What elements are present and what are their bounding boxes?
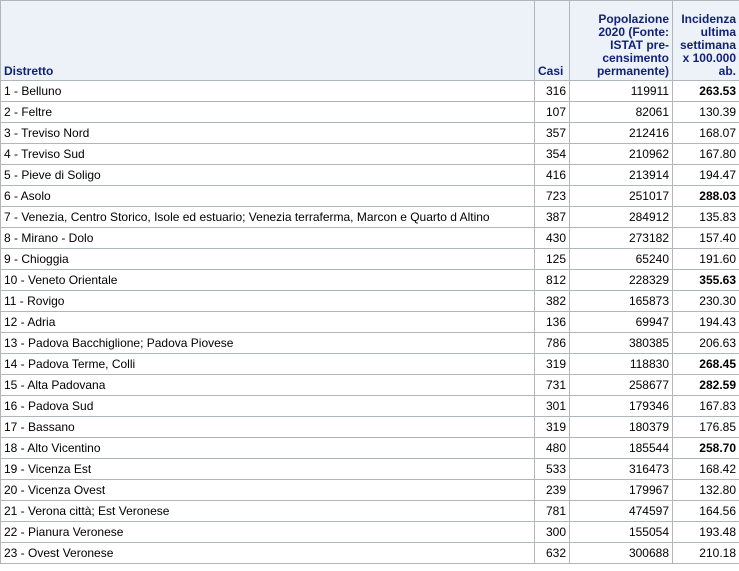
- cell-distretto: 22 - Pianura Veronese: [1, 522, 535, 543]
- cell-casi: 382: [535, 291, 570, 312]
- cell-incidenza: 176.85: [673, 417, 739, 438]
- cell-incidenza: 355.63: [673, 270, 739, 291]
- cell-distretto: 6 - Asolo: [1, 186, 535, 207]
- cell-casi: 136: [535, 312, 570, 333]
- cell-casi: 632: [535, 543, 570, 564]
- cell-casi: 316: [535, 81, 570, 102]
- cell-popolazione: 118830: [570, 354, 673, 375]
- cell-casi: 731: [535, 375, 570, 396]
- table-row: [1, 102, 739, 123]
- cell-incidenza: 167.80: [673, 144, 739, 165]
- cell-distretto: 2 - Feltre: [1, 102, 535, 123]
- cell-incidenza: 193.48: [673, 522, 739, 543]
- cell-distretto: 19 - Vicenza Est: [1, 459, 535, 480]
- cell-incidenza: 164.56: [673, 501, 739, 522]
- table-row: [1, 144, 739, 165]
- table-row: [1, 165, 739, 186]
- cell-casi: 125: [535, 249, 570, 270]
- cell-distretto: 5 - Pieve di Soligo: [1, 165, 535, 186]
- table-row: [1, 480, 739, 501]
- cell-incidenza: 282.59: [673, 375, 739, 396]
- cell-casi: 300: [535, 522, 570, 543]
- table-header-row: [1, 1, 739, 81]
- cell-incidenza: 194.47: [673, 165, 739, 186]
- table-row: [1, 186, 739, 207]
- cell-casi: 354: [535, 144, 570, 165]
- table-row: [1, 438, 739, 459]
- table-row: [1, 249, 739, 270]
- cell-popolazione: 180379: [570, 417, 673, 438]
- cell-popolazione: 474597: [570, 501, 673, 522]
- cell-popolazione: 179346: [570, 396, 673, 417]
- cell-casi: 319: [535, 354, 570, 375]
- cell-popolazione: 165873: [570, 291, 673, 312]
- cell-distretto: 13 - Padova Bacchiglione; Padova Piovese: [1, 333, 535, 354]
- cell-popolazione: 258677: [570, 375, 673, 396]
- header-distretto: Distretto: [1, 1, 535, 81]
- table-row: [1, 396, 739, 417]
- table-row: [1, 459, 739, 480]
- cell-incidenza: 230.30: [673, 291, 739, 312]
- cell-distretto: 7 - Venezia, Centro Storico, Isole ed estuario; Venezia terraferma, Marcon e Quarto d Altino: [1, 207, 535, 228]
- table-body: [1, 81, 739, 564]
- cell-casi: 301: [535, 396, 570, 417]
- cell-casi: 723: [535, 186, 570, 207]
- cell-popolazione: 300688: [570, 543, 673, 564]
- table-row: [1, 207, 739, 228]
- cell-casi: 107: [535, 102, 570, 123]
- header-popolazione: Popolazione 2020 (Fonte: ISTAT pre-censimento permanente): [570, 1, 673, 81]
- cell-popolazione: 284912: [570, 207, 673, 228]
- cell-popolazione: 380385: [570, 333, 673, 354]
- cell-distretto: 17 - Bassano: [1, 417, 535, 438]
- cell-distretto: 20 - Vicenza Ovest: [1, 480, 535, 501]
- cell-casi: 319: [535, 417, 570, 438]
- cell-popolazione: 69947: [570, 312, 673, 333]
- cell-distretto: 4 - Treviso Sud: [1, 144, 535, 165]
- cell-incidenza: 191.60: [673, 249, 739, 270]
- cell-incidenza: 210.18: [673, 543, 739, 564]
- cell-popolazione: 316473: [570, 459, 673, 480]
- cell-popolazione: 155054: [570, 522, 673, 543]
- table-row: [1, 81, 739, 102]
- cell-incidenza: 288.03: [673, 186, 739, 207]
- cell-incidenza: 132.80: [673, 480, 739, 501]
- cell-incidenza: 206.63: [673, 333, 739, 354]
- cell-popolazione: 228329: [570, 270, 673, 291]
- table-row: [1, 543, 739, 564]
- cell-distretto: 15 - Alta Padovana: [1, 375, 535, 396]
- table-row: [1, 123, 739, 144]
- table-row: [1, 354, 739, 375]
- cell-incidenza: 194.43: [673, 312, 739, 333]
- cell-popolazione: 273182: [570, 228, 673, 249]
- cell-incidenza: 168.42: [673, 459, 739, 480]
- header-casi: Casi: [535, 1, 570, 81]
- cell-popolazione: 82061: [570, 102, 673, 123]
- table-row: [1, 270, 739, 291]
- cell-casi: 239: [535, 480, 570, 501]
- cell-distretto: 16 - Padova Sud: [1, 396, 535, 417]
- cell-popolazione: 65240: [570, 249, 673, 270]
- table-row: [1, 417, 739, 438]
- cell-distretto: 9 - Chioggia: [1, 249, 535, 270]
- cell-incidenza: 268.45: [673, 354, 739, 375]
- cell-casi: 812: [535, 270, 570, 291]
- cell-casi: 416: [535, 165, 570, 186]
- cell-popolazione: 119911: [570, 81, 673, 102]
- cell-incidenza: 135.83: [673, 207, 739, 228]
- cell-popolazione: 210962: [570, 144, 673, 165]
- cell-popolazione: 213914: [570, 165, 673, 186]
- cell-incidenza: 130.39: [673, 102, 739, 123]
- cell-casi: 781: [535, 501, 570, 522]
- cell-popolazione: 251017: [570, 186, 673, 207]
- cell-incidenza: 167.83: [673, 396, 739, 417]
- table-row: [1, 501, 739, 522]
- cell-distretto: 12 - Adria: [1, 312, 535, 333]
- cell-distretto: 11 - Rovigo: [1, 291, 535, 312]
- table-row: [1, 522, 739, 543]
- cell-popolazione: 185544: [570, 438, 673, 459]
- cell-casi: 357: [535, 123, 570, 144]
- table-row: [1, 312, 739, 333]
- table-row: [1, 291, 739, 312]
- cell-distretto: 1 - Belluno: [1, 81, 535, 102]
- cell-popolazione: 179967: [570, 480, 673, 501]
- cell-distretto: 3 - Treviso Nord: [1, 123, 535, 144]
- cell-incidenza: 258.70: [673, 438, 739, 459]
- cell-casi: 430: [535, 228, 570, 249]
- table-row: [1, 228, 739, 249]
- cell-popolazione: 212416: [570, 123, 673, 144]
- header-incidenza: Incidenza ultima settimana x 100.000 ab.: [673, 1, 739, 81]
- cell-distretto: 23 - Ovest Veronese: [1, 543, 535, 564]
- table-row: [1, 375, 739, 396]
- cell-distretto: 21 - Verona città; Est Veronese: [1, 501, 535, 522]
- cell-distretto: 8 - Mirano - Dolo: [1, 228, 535, 249]
- cell-casi: 480: [535, 438, 570, 459]
- cell-distretto: 18 - Alto Vicentino: [1, 438, 535, 459]
- cell-casi: 533: [535, 459, 570, 480]
- cell-distretto: 14 - Padova Terme, Colli: [1, 354, 535, 375]
- cell-incidenza: 263.53: [673, 81, 739, 102]
- cell-casi: 786: [535, 333, 570, 354]
- cell-casi: 387: [535, 207, 570, 228]
- cell-incidenza: 168.07: [673, 123, 739, 144]
- cell-incidenza: 157.40: [673, 228, 739, 249]
- cell-distretto: 10 - Veneto Orientale: [1, 270, 535, 291]
- table-row: [1, 333, 739, 354]
